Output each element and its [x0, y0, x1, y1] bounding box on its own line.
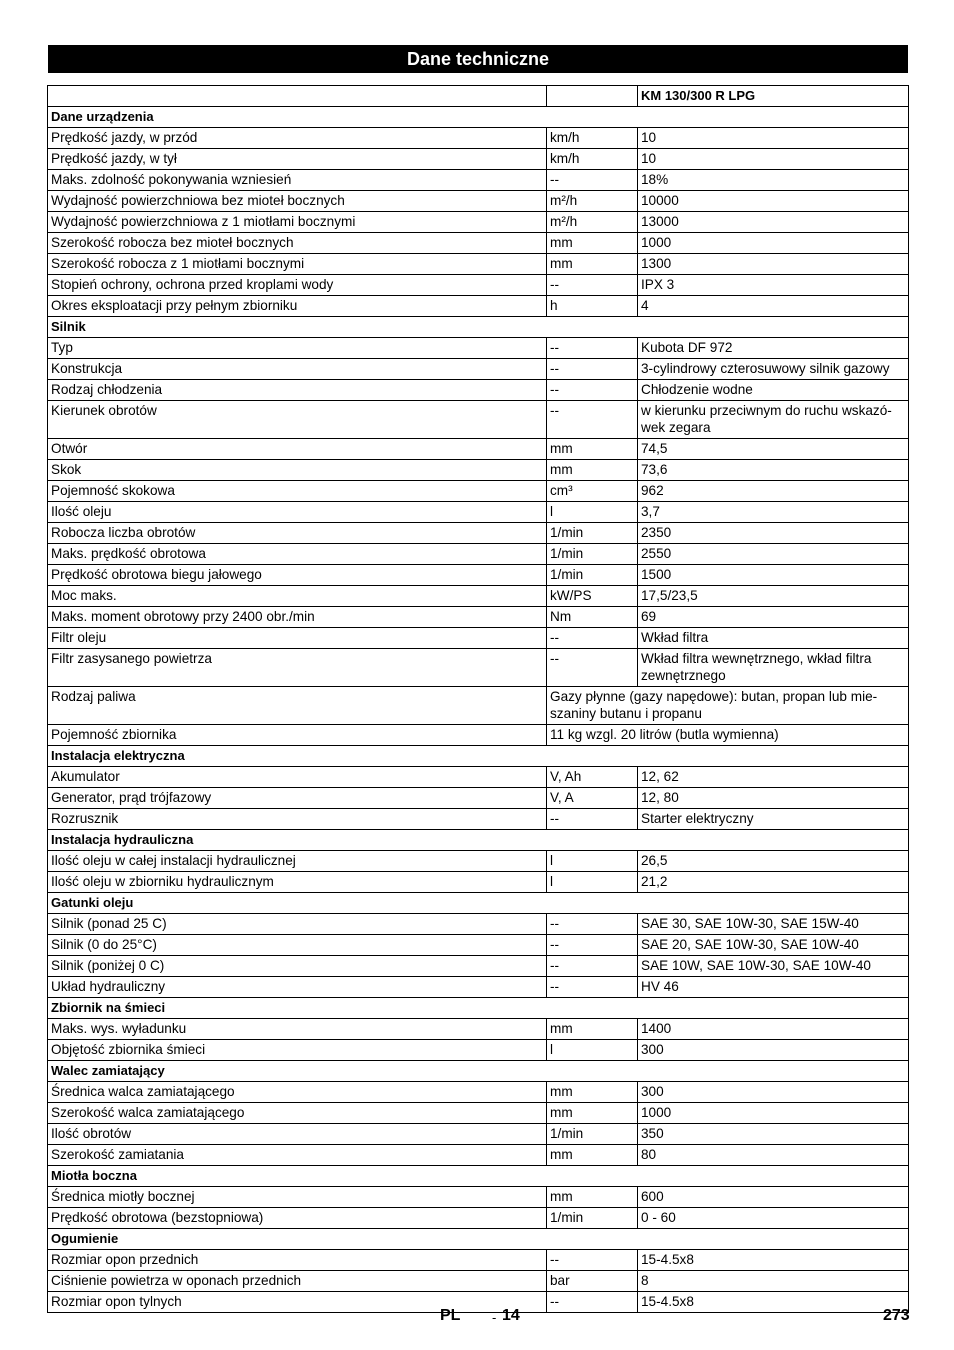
- row-unit: V, A: [547, 788, 638, 809]
- row-label: Prędkość jazdy, w przód: [48, 128, 547, 149]
- table-row: [48, 254, 909, 275]
- row-value: 13000: [638, 212, 909, 233]
- row-unit: l: [547, 851, 638, 872]
- row-unit: --: [547, 359, 638, 380]
- row-unit: 1/min: [547, 523, 638, 544]
- table-row: [48, 460, 909, 481]
- table-row: [48, 977, 909, 998]
- table-row: [48, 296, 909, 317]
- section-title: Zbiornik na śmieci: [48, 998, 909, 1019]
- section-row: [48, 107, 909, 128]
- row-value: 12, 62: [638, 767, 909, 788]
- row-unit: mm: [547, 254, 638, 275]
- section-title: Walec zamiatający: [48, 1061, 909, 1082]
- row-value: 1000: [638, 1103, 909, 1124]
- table-row: [48, 170, 909, 191]
- table-row: [48, 565, 909, 586]
- row-unit: m²/h: [547, 191, 638, 212]
- row-unit: m²/h: [547, 212, 638, 233]
- table-row: [48, 1040, 909, 1061]
- row-value: 3-cylindrowy czterosuwowy silnik gazowy: [638, 359, 909, 380]
- row-label: Silnik (0 do 25°C): [48, 935, 547, 956]
- table-row: [48, 380, 909, 401]
- row-label: Kierunek obrotów: [48, 401, 547, 439]
- row-value: HV 46: [638, 977, 909, 998]
- row-unit: --: [547, 380, 638, 401]
- table-row: [48, 914, 909, 935]
- row-label: Maks. moment obrotowy przy 2400 obr./min: [48, 607, 547, 628]
- page-title: Dane techniczne: [48, 45, 908, 73]
- row-value: 74,5: [638, 439, 909, 460]
- row-value: 962: [638, 481, 909, 502]
- table-row: [48, 233, 909, 254]
- row-value: 80: [638, 1145, 909, 1166]
- row-label: Rodzaj paliwa: [48, 687, 547, 725]
- row-unit: l: [547, 1040, 638, 1061]
- row-unit: mm: [547, 1187, 638, 1208]
- footer-section-page: 14: [502, 1307, 520, 1324]
- table-row: [48, 1250, 909, 1271]
- row-value: 12, 80: [638, 788, 909, 809]
- row-label: Średnica miotły bocznej: [48, 1187, 547, 1208]
- row-value: 10: [638, 128, 909, 149]
- row-label: Objętość zbiornika śmieci: [48, 1040, 547, 1061]
- row-value: 3,7: [638, 502, 909, 523]
- row-unit: --: [547, 170, 638, 191]
- row-label: Szerokość robocza bez mioteł bocznych: [48, 233, 547, 254]
- row-unit: 1/min: [547, 565, 638, 586]
- row-label: Rodzaj chłodzenia: [48, 380, 547, 401]
- row-unit: 1/min: [547, 1208, 638, 1229]
- row-label: Maks. wys. wyładunku: [48, 1019, 547, 1040]
- table-row: [48, 935, 909, 956]
- row-label: Rozrusznik: [48, 809, 547, 830]
- table-row: [48, 212, 909, 233]
- table-row: [48, 439, 909, 460]
- row-unit: mm: [547, 460, 638, 481]
- row-unit: mm: [547, 233, 638, 254]
- row-value: 300: [638, 1040, 909, 1061]
- row-unit: l: [547, 872, 638, 893]
- table-row: [48, 1145, 909, 1166]
- row-value: SAE 30, SAE 10W-30, SAE 15W-40: [638, 914, 909, 935]
- row-label: Stopień ochrony, ochrona przed kroplami wody: [48, 275, 547, 296]
- header-empty-cell: [48, 86, 547, 107]
- table-row: [48, 1103, 909, 1124]
- row-label: Maks. zdolność pokonywania wzniesień: [48, 170, 547, 191]
- table-row: [48, 1292, 909, 1313]
- row-unit: l: [547, 502, 638, 523]
- row-value: 1000: [638, 233, 909, 254]
- row-unit: --: [547, 275, 638, 296]
- row-label: Skok: [48, 460, 547, 481]
- row-unit: --: [547, 628, 638, 649]
- table-row: [48, 544, 909, 565]
- row-unit: mm: [547, 439, 638, 460]
- row-value: 15-4.5x8: [638, 1292, 909, 1313]
- row-unit: --: [547, 649, 638, 687]
- table-row: [48, 401, 909, 439]
- row-value: 600: [638, 1187, 909, 1208]
- row-value: 73,6: [638, 460, 909, 481]
- table-header-row: [48, 86, 909, 107]
- table-row: [48, 1187, 909, 1208]
- row-unit: --: [547, 914, 638, 935]
- row-unit: --: [547, 1250, 638, 1271]
- row-label: Pojemność zbiornika: [48, 725, 547, 746]
- row-label: Filtr zasysanego powietrza: [48, 649, 547, 687]
- row-value: 300: [638, 1082, 909, 1103]
- row-unit: --: [547, 935, 638, 956]
- row-value: 15-4.5x8: [638, 1250, 909, 1271]
- table-row: [48, 128, 909, 149]
- row-value: 2350: [638, 523, 909, 544]
- footer-dash: -: [492, 1310, 497, 1325]
- header-empty-cell: [547, 86, 638, 107]
- row-unit: Nm: [547, 607, 638, 628]
- table-row: [48, 788, 909, 809]
- table-row: [48, 1124, 909, 1145]
- footer-page-number: 273: [883, 1307, 910, 1324]
- row-label: Konstrukcja: [48, 359, 547, 380]
- row-label: Prędkość jazdy, w tył: [48, 149, 547, 170]
- table-row: [48, 649, 909, 687]
- row-label: Prędkość obrotowa biegu jałowego: [48, 565, 547, 586]
- row-value: 1300: [638, 254, 909, 275]
- row-label: Rozmiar opon przednich: [48, 1250, 547, 1271]
- row-label: Filtr oleju: [48, 628, 547, 649]
- section-row: [48, 317, 909, 338]
- row-value: 350: [638, 1124, 909, 1145]
- table-row: [48, 851, 909, 872]
- row-label: Ilość oleju w całej instalacji hydraulicznej: [48, 851, 547, 872]
- table-row: [48, 523, 909, 544]
- row-label: Ilość oleju: [48, 502, 547, 523]
- row-value: 69: [638, 607, 909, 628]
- table-row: [48, 191, 909, 212]
- row-value: 10000: [638, 191, 909, 212]
- row-value: 26,5: [638, 851, 909, 872]
- row-value: 10: [638, 149, 909, 170]
- table-row: [48, 956, 909, 977]
- row-value: Chłodzenie wodne: [638, 380, 909, 401]
- row-label: Układ hydrauliczny: [48, 977, 547, 998]
- row-value: Wkład filtra: [638, 628, 909, 649]
- section-title: Silnik: [48, 317, 909, 338]
- model-header: KM 130/300 R LPG: [638, 86, 909, 107]
- row-label: Rozmiar opon tylnych: [48, 1292, 547, 1313]
- row-label: Prędkość obrotowa (bezstopniowa): [48, 1208, 547, 1229]
- row-value: 18%: [638, 170, 909, 191]
- table-row: [48, 809, 909, 830]
- row-label: Ciśnienie powietrza w oponach przednich: [48, 1271, 547, 1292]
- row-value: SAE 20, SAE 10W-30, SAE 10W-40: [638, 935, 909, 956]
- section-row: [48, 1166, 909, 1187]
- row-label: Okres eksploatacji przy pełnym zbiorniku: [48, 296, 547, 317]
- row-value: SAE 10W, SAE 10W-30, SAE 10W-40: [638, 956, 909, 977]
- section-row: [48, 1229, 909, 1250]
- table-row: [48, 481, 909, 502]
- table-row: [48, 149, 909, 170]
- row-unit: cm³: [547, 481, 638, 502]
- table-row: [48, 628, 909, 649]
- footer-language: PL: [440, 1307, 461, 1324]
- row-value: 1500: [638, 565, 909, 586]
- row-label: Moc maks.: [48, 586, 547, 607]
- row-label: Typ: [48, 338, 547, 359]
- row-value: 0 - 60: [638, 1208, 909, 1229]
- row-value: IPX 3: [638, 275, 909, 296]
- row-label: Robocza liczba obrotów: [48, 523, 547, 544]
- row-label: Wydajność powierzchniowa bez mioteł bocznych: [48, 191, 547, 212]
- row-value: 21,2: [638, 872, 909, 893]
- row-unit: 1/min: [547, 1124, 638, 1145]
- section-title: Instalacja hydrauliczna: [48, 830, 909, 851]
- row-label: Silnik (ponad 25 C): [48, 914, 547, 935]
- row-label: Ilość obrotów: [48, 1124, 547, 1145]
- row-unit: --: [547, 338, 638, 359]
- row-value: Gazy płynne (gazy napędowe): butan, propan lub mie-szaniny butanu i propanu: [547, 687, 909, 725]
- row-value: 2550: [638, 544, 909, 565]
- row-unit: kW/PS: [547, 586, 638, 607]
- table-row: [48, 767, 909, 788]
- row-label: Akumulator: [48, 767, 547, 788]
- row-unit: 1/min: [547, 544, 638, 565]
- section-title: Dane urządzenia: [48, 107, 909, 128]
- row-value: Wkład filtra wewnętrznego, wkład filtra zewnętrznego: [638, 649, 909, 687]
- section-row: [48, 1061, 909, 1082]
- row-label: Szerokość robocza z 1 miotłami bocznymi: [48, 254, 547, 275]
- row-unit: km/h: [547, 149, 638, 170]
- row-label: Maks. prędkość obrotowa: [48, 544, 547, 565]
- section-title: Ogumienie: [48, 1229, 909, 1250]
- row-unit: --: [547, 809, 638, 830]
- table-row: [48, 1019, 909, 1040]
- row-label: Szerokość walca zamiatającego: [48, 1103, 547, 1124]
- table-row: [48, 359, 909, 380]
- row-label: Wydajność powierzchniowa z 1 miotłami bocznymi: [48, 212, 547, 233]
- section-row: [48, 830, 909, 851]
- row-label: Szerokość zamiatania: [48, 1145, 547, 1166]
- section-row: [48, 746, 909, 767]
- section-row: [48, 893, 909, 914]
- table-row: [48, 1208, 909, 1229]
- row-value: Kubota DF 972: [638, 338, 909, 359]
- row-unit: --: [547, 1292, 638, 1313]
- section-title: Miotła boczna: [48, 1166, 909, 1187]
- row-unit: bar: [547, 1271, 638, 1292]
- section-title: Gatunki oleju: [48, 893, 909, 914]
- row-unit: mm: [547, 1019, 638, 1040]
- row-value: 8: [638, 1271, 909, 1292]
- table-row: [48, 725, 909, 746]
- section-title: Instalacja elektryczna: [48, 746, 909, 767]
- spec-table: [47, 85, 909, 1313]
- row-unit: mm: [547, 1103, 638, 1124]
- row-unit: --: [547, 977, 638, 998]
- row-value: 1400: [638, 1019, 909, 1040]
- row-value: Starter elektryczny: [638, 809, 909, 830]
- table-row: [48, 607, 909, 628]
- row-value: w kierunku przeciwnym do ruchu wskazó-wek zegara: [638, 401, 909, 439]
- row-unit: h: [547, 296, 638, 317]
- table-row: [48, 1271, 909, 1292]
- table-row: [48, 502, 909, 523]
- row-label: Pojemność skokowa: [48, 481, 547, 502]
- table-row: [48, 872, 909, 893]
- row-unit: --: [547, 401, 638, 439]
- table-row: [48, 687, 909, 725]
- row-label: Ilość oleju w zbiorniku hydraulicznym: [48, 872, 547, 893]
- row-value: 17,5/23,5: [638, 586, 909, 607]
- row-unit: V, Ah: [547, 767, 638, 788]
- table-row: [48, 1082, 909, 1103]
- row-unit: --: [547, 956, 638, 977]
- table-row: [48, 275, 909, 296]
- row-label: Generator, prąd trójfazowy: [48, 788, 547, 809]
- table-row: [48, 338, 909, 359]
- row-unit: mm: [547, 1082, 638, 1103]
- row-value: 11 kg wzgl. 20 litrów (butla wymienna): [547, 725, 909, 746]
- row-label: Silnik (poniżej 0 C): [48, 956, 547, 977]
- row-unit: mm: [547, 1145, 638, 1166]
- section-row: [48, 998, 909, 1019]
- row-value: 4: [638, 296, 909, 317]
- row-unit: km/h: [547, 128, 638, 149]
- table-row: [48, 586, 909, 607]
- row-label: Otwór: [48, 439, 547, 460]
- row-label: Średnica walca zamiatającego: [48, 1082, 547, 1103]
